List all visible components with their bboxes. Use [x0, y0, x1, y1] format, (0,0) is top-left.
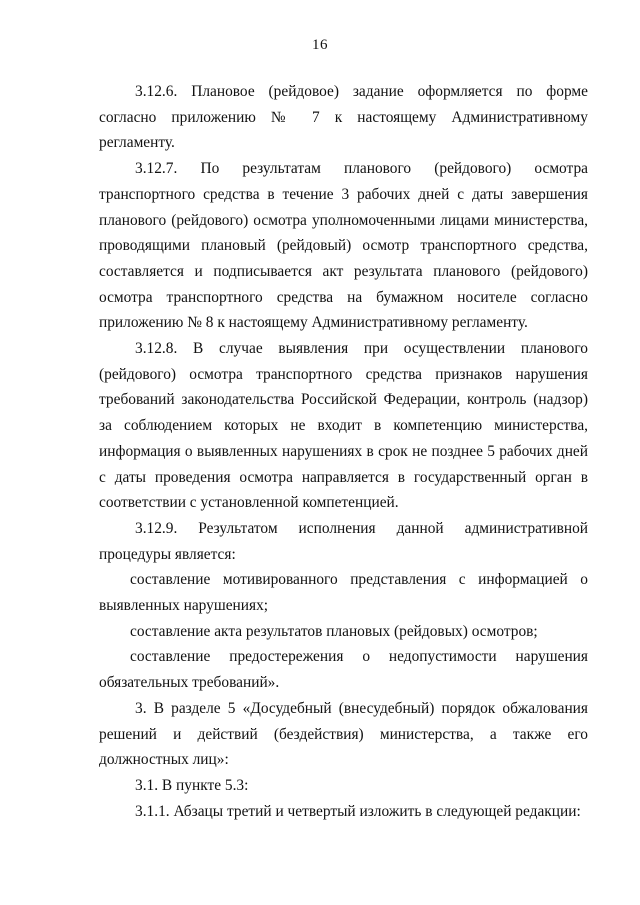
list-item-inspection-act: составление акта результатов плановых (рейдовых) осмотров; — [130, 622, 538, 640]
page-number: 16 — [312, 37, 328, 53]
paragraph-3-1: 3.1. В пункте 5.3: — [135, 776, 249, 794]
paragraph-3-12-8: 3.12.8. В случае выявления при осуществлении планового (рейдового) осмотра транспортного средства признаков нарушения требований законодательства Российской Федерации, контроль (надзор) за соблюдением которых не входит в компетенцию министерства, информация о выявленных нарушениях в срок не позднее 5 рабочих дней с даты проведения осмотра направляется в государственный орган в соответствии с установленной компетенцией. — [99, 340, 588, 512]
paragraph-3-12-6: 3.12.6. Плановое (рейдовое) задание оформляется по форме согласно приложению № 7 к настоящему Административному регламенту. — [99, 83, 588, 152]
paragraph-section-5-amendment: 3. В разделе 5 «Досудебный (внесудебный) порядок обжалования решений и действий (бездействия) министерства, а также его должностных лиц»: — [99, 699, 588, 769]
list-item-warning: составление предостережения о недопустимости нарушения обязательных требований». — [99, 648, 588, 692]
paragraph-3-1-1: 3.1.1. Абзацы третий и четвертый изложить в следующей редакции: — [135, 802, 581, 820]
paragraph-3-12-9: 3.12.9. Результатом исполнения данной административной процедуры является: — [99, 519, 588, 563]
list-item-motivated-submission: составление мотивированного представления с информацией о выявленных нарушениях; — [99, 571, 588, 615]
document-body — [99, 79, 588, 824]
paragraph-3-12-7: 3.12.7. По результатам планового (рейдового) осмотра транспортного средства в течение 3 рабочих дней с даты завершения планового (рейдового) осмотра уполномоченными лицами министерства, проводящими плановый (рейдовый) осмотр транспортного средства, составляется и подписывается акт результата планового (рейдового) осмотра транспортного средства на бумажном носителе согласно приложению № 8 к настоящему Административному регламенту. — [99, 160, 588, 332]
